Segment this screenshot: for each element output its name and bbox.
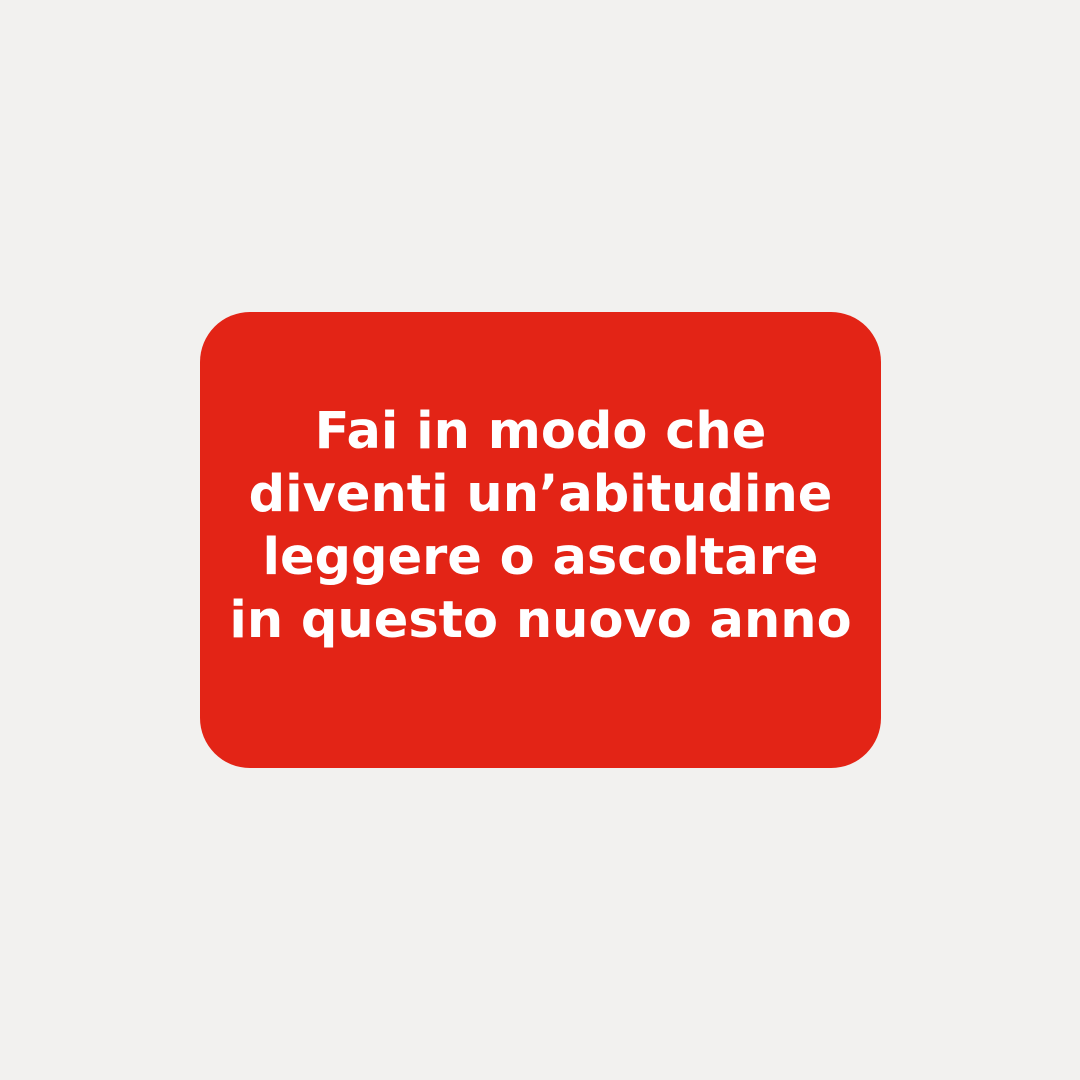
message-line-2: diventi un’abitudine xyxy=(248,465,833,524)
message-card xyxy=(200,312,881,768)
message-line-3: leggere o ascoltare xyxy=(262,528,819,587)
message-text xyxy=(229,400,851,652)
message-line-1: Fai in modo che xyxy=(314,402,767,461)
message-line-4: in questo nuovo anno xyxy=(229,591,852,650)
